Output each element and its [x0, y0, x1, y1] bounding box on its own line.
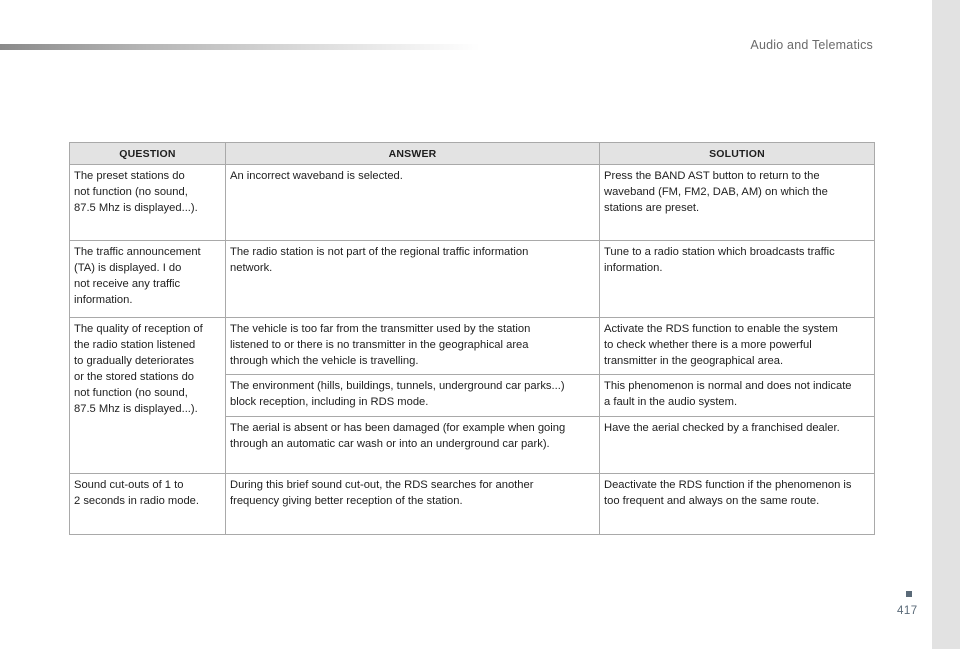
answer-text: The environment (hills, buildings, tunnels, underground car parks...) block reception, including in RDS mode.	[230, 380, 565, 408]
question-text: The traffic announcement (TA) is displayed. I do not receive any traffic information.	[74, 246, 201, 306]
column-header-answer: ANSWER	[226, 143, 600, 165]
page-number: 417	[897, 605, 918, 617]
answer-cell	[226, 474, 600, 535]
solution-cell	[600, 375, 875, 417]
table-row	[70, 165, 875, 241]
solution-cell	[600, 241, 875, 318]
answer-cell	[226, 375, 600, 417]
answer-cell	[226, 417, 600, 474]
question-text: The quality of reception of the radio station listened to gradually deteriorates or the stored stations do not function (no sound, 87.5 Mhz is displayed...).	[74, 323, 203, 415]
question-cell	[70, 241, 226, 318]
answer-text: The radio station is not part of the regional traffic information network.	[230, 246, 529, 274]
question-cell	[70, 318, 226, 474]
solution-text: Activate the RDS function to enable the system to check whether there is a more powerful transmitter in the geographical area.	[604, 323, 838, 367]
column-header-solution: SOLUTION	[600, 143, 875, 165]
solution-text: This phenomenon is normal and does not indicate a fault in the audio system.	[604, 380, 852, 408]
header-decorative-bar	[0, 44, 480, 50]
question-cell	[70, 474, 226, 535]
solution-cell	[600, 165, 875, 241]
page-marker-square	[906, 591, 912, 597]
solution-cell	[600, 417, 875, 474]
table-row	[70, 474, 875, 535]
section-title: Audio and Telematics	[750, 38, 873, 52]
answer-text: An incorrect waveband is selected.	[230, 170, 403, 182]
solution-text: Press the BAND AST button to return to the waveband (FM, FM2, DAB, AM) on which the stations are preset.	[604, 170, 828, 214]
answer-text: The vehicle is too far from the transmitter used by the station listened to or there is no transmitter in the geographical area through which the vehicle is travelling.	[230, 323, 531, 367]
table-row	[70, 241, 875, 318]
answer-text: During this brief sound cut-out, the RDS searches for another frequency giving better reception of the station.	[230, 479, 534, 507]
column-header-question: QUESTION	[70, 143, 226, 165]
question-cell	[70, 165, 226, 241]
answer-cell	[226, 165, 600, 241]
answer-cell	[226, 241, 600, 318]
table-header-row	[70, 143, 875, 165]
answer-cell	[226, 318, 600, 375]
table-row	[70, 318, 875, 375]
question-text: The preset stations do not function (no sound, 87.5 Mhz is displayed...).	[74, 170, 198, 214]
answer-text: The aerial is absent or has been damaged (for example when going through an automatic car wash or into an underground car park).	[230, 422, 566, 450]
solution-text: Deactivate the RDS function if the phenomenon is too frequent and always on the same route.	[604, 479, 852, 507]
troubleshooting-table	[69, 142, 875, 535]
solution-text: Have the aerial checked by a franchised dealer.	[604, 422, 840, 434]
solution-cell	[600, 318, 875, 375]
solution-text: Tune to a radio station which broadcasts traffic information.	[604, 246, 835, 274]
solution-cell	[600, 474, 875, 535]
question-text: Sound cut-outs of 1 to 2 seconds in radio mode.	[74, 479, 200, 507]
page-edge-strip	[932, 0, 960, 649]
